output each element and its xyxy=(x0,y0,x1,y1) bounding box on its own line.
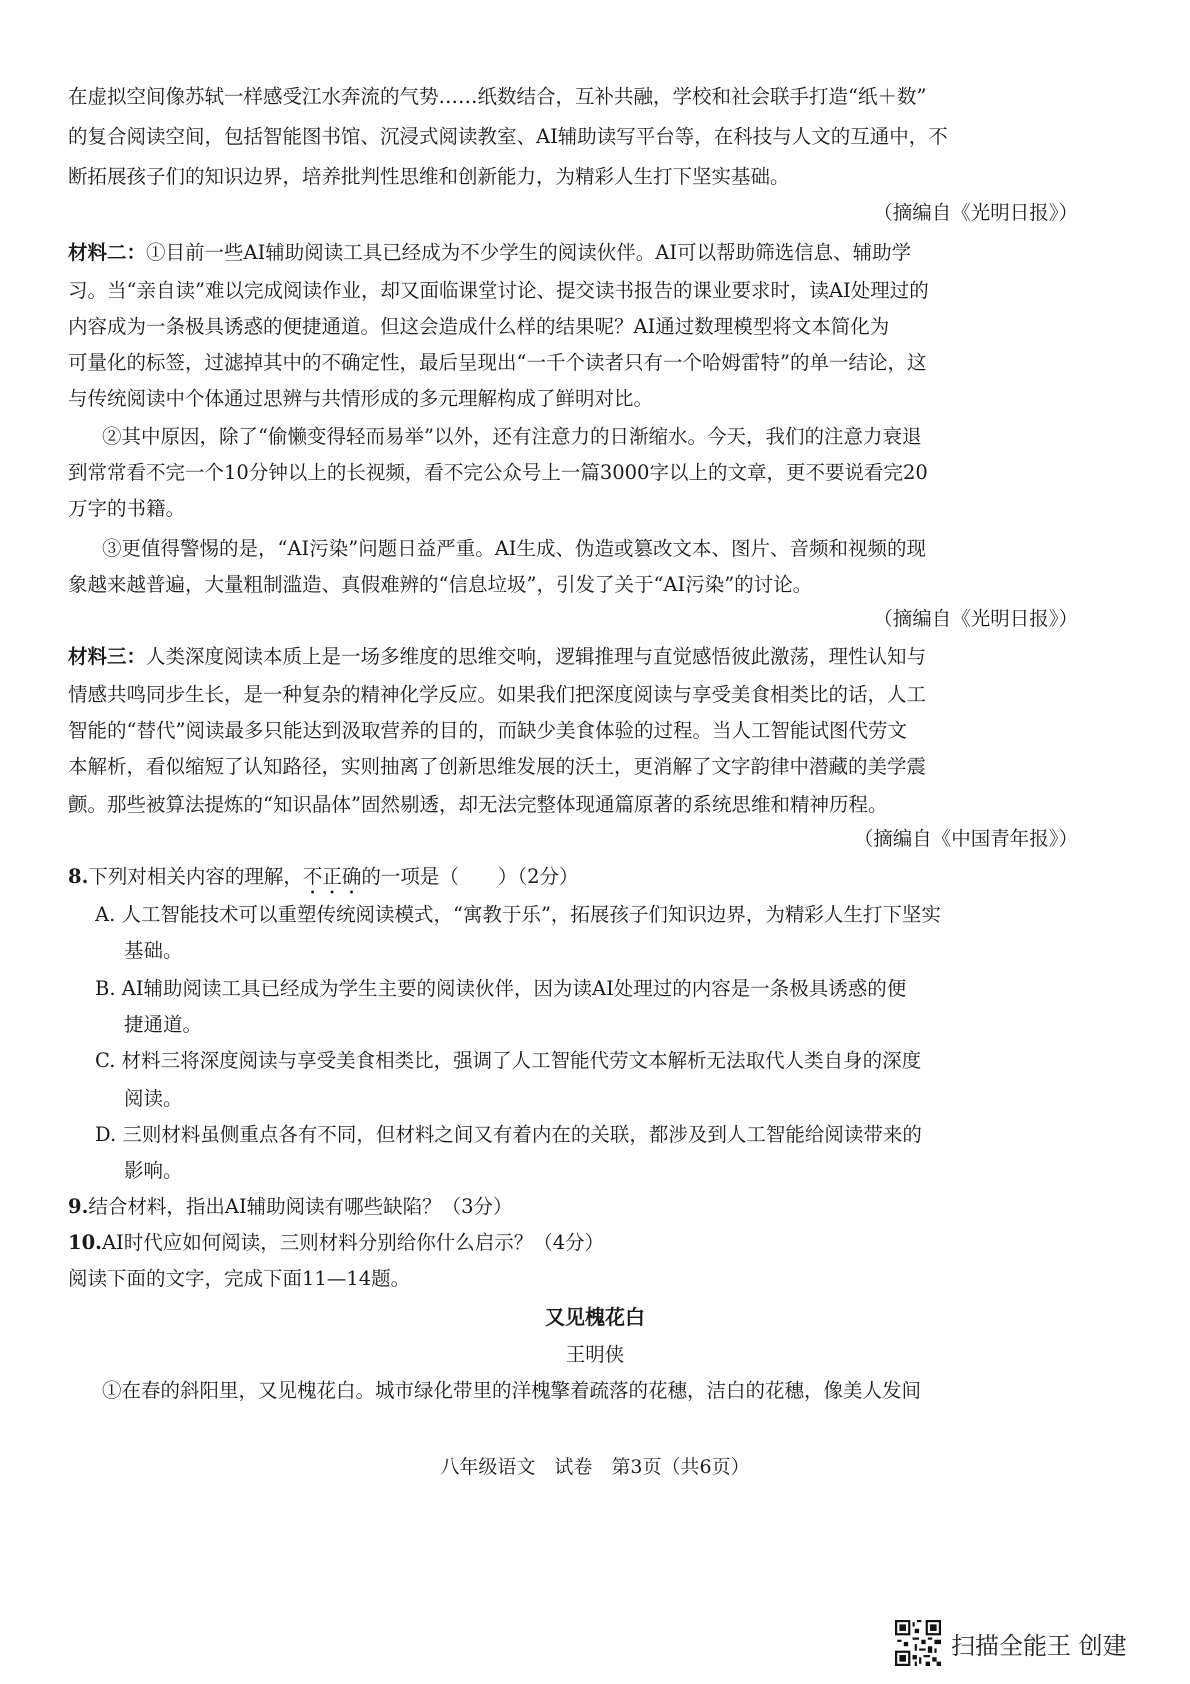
text-line: 的复合阅读空间，包括智能图书馆、沉浸式阅读教室、AI辅助读写平台等，在科技与人文的互通中，不 xyxy=(68,125,948,148)
text-line: ③更值得警惕的是，“AI污染”问题日益严重。AI生成、伪造或篡改文本、图片、音频和视频的现 xyxy=(102,537,927,560)
page-footer: 八年级语文 试卷 第3页（共6页） xyxy=(440,1456,750,1478)
material-2-line xyxy=(68,238,1078,268)
option-b-cont: 捷通道。 xyxy=(124,1013,203,1036)
qr-code-icon xyxy=(895,1620,941,1666)
watermark-text: 扫描全能王 创建 xyxy=(951,1631,1127,1660)
text-line: 智能的“替代”阅读最多只能达到汲取营养的目的，而缺少美食体验的过程。当人工智能试图代劳文 xyxy=(68,719,907,742)
text-span: ①目前一些AI辅助阅读工具已经成为不少学生的阅读伙伴。AI可以帮助筛选信息、辅助学 xyxy=(146,241,912,264)
source-citation: （摘编自《中国青年报》） xyxy=(853,827,1078,850)
text-line: 内容成为一条极具诱惑的便捷通道。但这会造成什么样的结果呢？AI通过数理模型将文本简化为 xyxy=(68,315,890,338)
text-line: 习。当“亲自读”难以完成阅读作业，却又面临课堂讨论、提交读书报告的课业要求时，读AI处理过的 xyxy=(68,279,929,302)
question-8 xyxy=(68,862,1078,899)
text-line: 象越来越普遍，大量粗制滥造、真假难辨的“信息垃圾”，引发了关于“AI污染”的讨论。 xyxy=(68,573,813,596)
option-d-cont: 影响。 xyxy=(124,1159,183,1182)
essay-author: 王明侠 xyxy=(565,1343,625,1366)
option-a-cont: 基础。 xyxy=(124,939,183,962)
text-span: 结合材料，指出AI辅助阅读有哪些缺陷？（3分） xyxy=(88,1195,513,1218)
text-line: ②其中原因，除了“偷懒变得轻而易举”以外，还有注意力的日渐缩水。今天，我们的注意力衰退 xyxy=(102,425,922,448)
option-d: D. 三则材料虽侧重点各有不同，但材料之间又有着内在的关联，都涉及到人工智能给阅读带来的 xyxy=(95,1123,922,1146)
text-line: 在虚拟空间像苏轼一样感受江水奔流的气势……纸数结合，互补共融，学校和社会联手打造“纸＋数” xyxy=(68,85,927,108)
text-line: 到常常看不完一个10分钟以上的长视频，看不完公众号上一篇3000字以上的文章，更不要说看完20 xyxy=(68,461,928,484)
option-a: A. 人工智能技术可以重塑传统阅读模式，“寓教于乐”，拓展孩子们知识边界，为精彩人生打下坚实 xyxy=(95,903,941,926)
text-line: 与传统阅读中个体通过思辨与共情形成的多元理解构成了鲜明对比。 xyxy=(68,387,654,410)
question-number: 9. xyxy=(68,1195,89,1218)
emphasized-text: 不正确 xyxy=(302,865,362,888)
scanner-watermark xyxy=(895,1620,1127,1666)
text-line: 本解析，看似缩短了认知路径，实则抽离了创新思维发展的沃土，更消解了文字韵律中潜藏的美学震 xyxy=(68,755,927,778)
text-span: 的一项是（ ）（2分） xyxy=(361,865,579,888)
source-citation: （摘编自《光明日报》） xyxy=(873,201,1078,224)
material-3-line xyxy=(68,642,1078,672)
essay-paragraph: ①在春的斜阳里，又见槐花白。城市绿化带里的洋槐擎着疏落的花穗，洁白的花穗，像美人发间 xyxy=(102,1379,922,1402)
option-c-cont: 阅读。 xyxy=(124,1087,183,1110)
material-3-heading: 材料三： xyxy=(68,645,147,668)
reading-instruction: 阅读下面的文字，完成下面11—14题。 xyxy=(68,1267,411,1290)
question-10 xyxy=(68,1228,1078,1258)
question-9 xyxy=(68,1192,1078,1222)
material-2-heading: 材料二： xyxy=(68,241,147,264)
option-c: C. 材料三将深度阅读与享受美食相类比，强调了人工智能代劳文本解析无法取代人类自身的深度 xyxy=(95,1049,922,1072)
question-number: 8. xyxy=(68,865,89,888)
text-line: 颤。那些被算法提炼的“知识晶体”固然剔透，却无法完整体现通篇原著的系统思维和精神历程。 xyxy=(68,793,888,816)
text-line: 情感共鸣同步生长，是一种复杂的精神化学反应。如果我们把深度阅读与享受美食相类比的话，人工 xyxy=(68,683,927,706)
text-line: 可量化的标签，过滤掉其中的不确定性，最后呈现出“一千个读者只有一个哈姆雷特”的单一结论，这 xyxy=(68,351,927,374)
question-number: 10. xyxy=(68,1231,102,1254)
option-b: B. AI辅助阅读工具已经成为学生主要的阅读伙伴，因为读AI处理过的内容是一条极具诱惑的便 xyxy=(95,977,907,1000)
text-line: 断拓展孩子们的知识边界，培养批判性思维和创新能力，为精彩人生打下坚实基础。 xyxy=(68,165,790,188)
text-span: AI时代应如何阅读，三则材料分别给你什么启示？（4分） xyxy=(101,1231,605,1254)
essay-title: 又见槐花白 xyxy=(545,1305,645,1329)
text-line: 万字的书籍。 xyxy=(68,497,186,520)
text-span: 下列对相关内容的理解， xyxy=(88,865,303,888)
source-citation: （摘编自《光明日报》） xyxy=(873,607,1078,630)
text-span: 人类深度阅读本质上是一场多维度的思维交响，逻辑推理与直觉感悟彼此激荡，理性认知与 xyxy=(146,645,927,668)
